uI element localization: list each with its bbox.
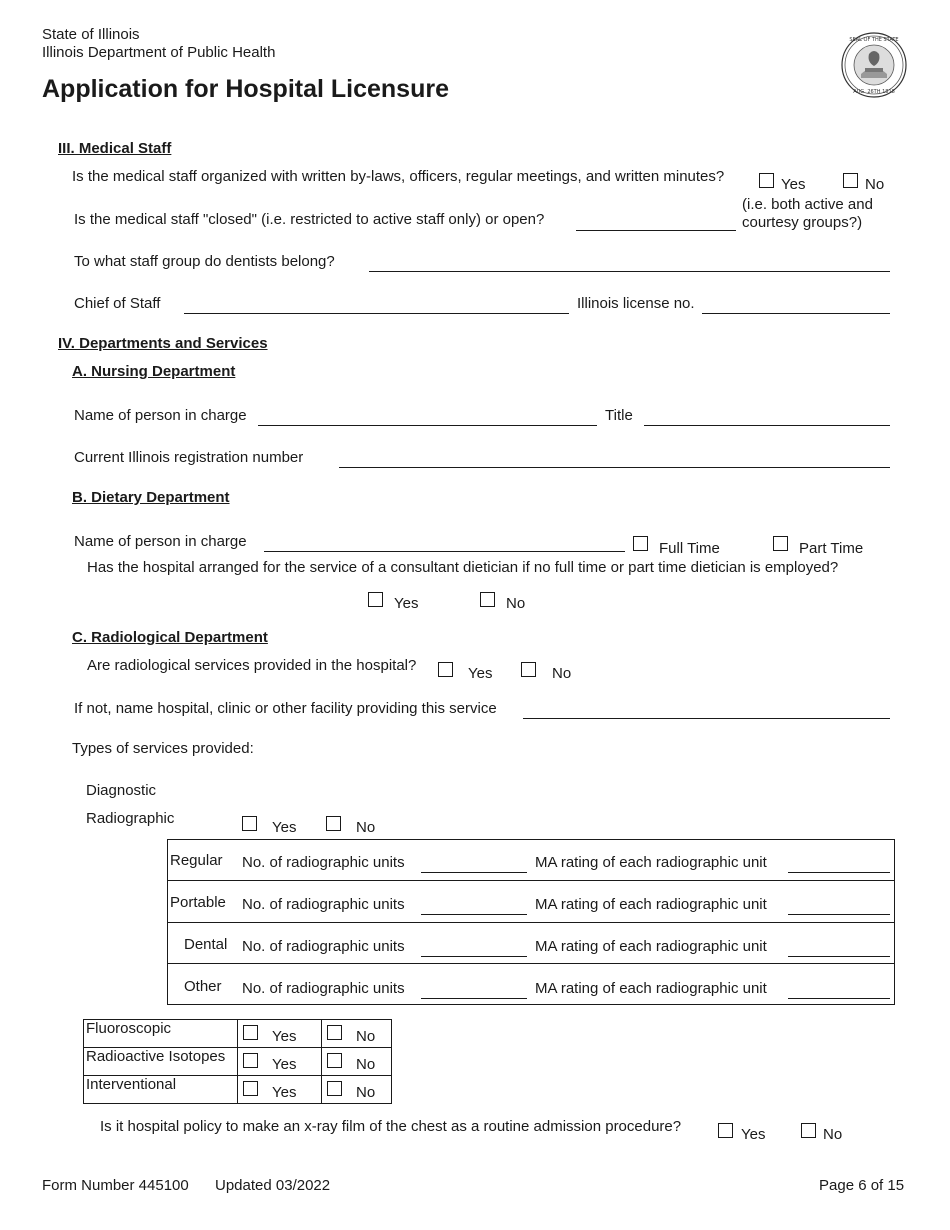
organized-no-checkbox[interactable] — [843, 173, 858, 188]
isotopes-no-checkbox[interactable] — [327, 1053, 342, 1068]
dietary-person-field[interactable] — [264, 551, 625, 552]
units-row-label: Other — [184, 978, 222, 995]
radiological-no-checkbox[interactable] — [521, 662, 536, 677]
organized-yes-label: Yes — [781, 176, 806, 193]
units-count-label: No. of radiographic units — [242, 980, 405, 997]
table-divider — [167, 880, 895, 881]
radiographic-no-label: No — [356, 819, 376, 836]
page-number: Page 6 of 15 — [819, 1177, 905, 1194]
isotopes-yes-checkbox[interactable] — [243, 1053, 258, 1068]
units-count-label: No. of radiographic units — [242, 854, 405, 871]
units-count-field[interactable] — [421, 914, 527, 915]
radiological-yes-label: Yes — [468, 665, 493, 682]
nursing-title-field[interactable] — [644, 425, 890, 426]
q-staff-closed: Is the medical staff "closed" (i.e. restricted to active staff only) or open? — [74, 211, 545, 228]
staff-closed-field[interactable] — [576, 230, 736, 231]
service-yes-label: Yes — [272, 1084, 297, 1101]
table-divider — [167, 963, 895, 964]
radiographic-yes-checkbox[interactable] — [242, 816, 257, 831]
q-radiological-provided: Are radiological services provided in the hospital? — [87, 657, 417, 674]
service-no-label: No — [356, 1056, 376, 1073]
header-department: Illinois Department of Public Health — [42, 44, 276, 61]
consultant-yes-checkbox[interactable] — [368, 592, 383, 607]
svg-text:AUG. 26TH 1818: AUG. 26TH 1818 — [853, 89, 895, 95]
consultant-yes-label: Yes — [394, 595, 419, 612]
part-time-label: Part Time — [799, 540, 864, 557]
radiographic-no-checkbox[interactable] — [326, 816, 341, 831]
nursing-registration-field[interactable] — [339, 467, 890, 468]
subsection-dietary: B. Dietary Department — [72, 489, 230, 506]
xray-no-checkbox[interactable] — [801, 1123, 816, 1138]
svg-text:SEAL OF THE STATE: SEAL OF THE STATE — [849, 37, 899, 43]
table-divider — [321, 1019, 322, 1104]
state-seal-icon — [841, 32, 907, 98]
fluoroscopic-yes-checkbox[interactable] — [243, 1025, 258, 1040]
subsection-radiological: C. Radiological Department — [72, 629, 268, 646]
dentists-field[interactable] — [369, 271, 890, 272]
closed-note: (i.e. both active and courtesy groups?) — [742, 196, 873, 231]
q-dentists: To what staff group do dentists belong? — [74, 253, 335, 270]
ma-rating-label: MA rating of each radiographic unit — [535, 980, 767, 997]
ma-rating-label: MA rating of each radiographic unit — [535, 896, 767, 913]
section-departments: IV. Departments and Services — [58, 335, 268, 352]
updated-date: Updated 03/2022 — [215, 1177, 331, 1194]
ma-rating-field[interactable] — [788, 872, 890, 873]
fluoroscopic-no-checkbox[interactable] — [327, 1025, 342, 1040]
chief-of-staff-label: Chief of Staff — [74, 295, 161, 312]
units-row-label: Portable — [170, 894, 226, 911]
ma-rating-field[interactable] — [788, 956, 890, 957]
ma-rating-label: MA rating of each radiographic unit — [535, 938, 767, 955]
license-label: Illinois license no. — [577, 295, 695, 312]
service-label: Radioactive Isotopes — [86, 1048, 226, 1065]
form-number: Form Number 445100 — [42, 1177, 189, 1194]
license-field[interactable] — [702, 313, 890, 314]
organized-yes-checkbox[interactable] — [759, 173, 774, 188]
full-time-label: Full Time — [659, 540, 720, 557]
units-count-field[interactable] — [421, 872, 527, 873]
full-time-checkbox[interactable] — [633, 536, 648, 551]
units-row-label: Dental — [184, 936, 228, 953]
nursing-registration-label: Current Illinois registration number — [74, 449, 304, 466]
service-no-label: No — [356, 1028, 376, 1045]
units-row-label: Regular — [170, 852, 223, 869]
ma-rating-field[interactable] — [788, 914, 890, 915]
nursing-person-field[interactable] — [258, 425, 597, 426]
units-count-label: No. of radiographic units — [242, 938, 405, 955]
types-of-services-label: Types of services provided: — [72, 740, 254, 757]
table-divider — [167, 922, 895, 923]
units-count-label: No. of radiographic units — [242, 896, 405, 913]
part-time-checkbox[interactable] — [773, 536, 788, 551]
dietary-person-label: Name of person in charge — [74, 533, 247, 550]
chief-of-staff-field[interactable] — [184, 313, 569, 314]
if-not-facility-label: If not, name hospital, clinic or other facility providing this service — [74, 700, 497, 717]
organized-no-label: No — [865, 176, 885, 193]
xray-no-label: No — [823, 1126, 843, 1143]
xray-yes-label: Yes — [741, 1126, 766, 1143]
ma-rating-field[interactable] — [788, 998, 890, 999]
nursing-title-label: Title — [605, 407, 633, 424]
page-title: Application for Hospital Licensure — [42, 75, 449, 103]
header-state: State of Illinois — [42, 26, 140, 43]
service-label: Interventional — [86, 1076, 177, 1093]
service-yes-label: Yes — [272, 1056, 297, 1073]
service-no-label: No — [356, 1084, 376, 1101]
units-count-field[interactable] — [421, 956, 527, 957]
xray-yes-checkbox[interactable] — [718, 1123, 733, 1138]
subsection-nursing: A. Nursing Department — [72, 363, 236, 380]
q-consultant-dietician: Has the hospital arranged for the service of a consultant dietician if no full time or part time dietician is employed? — [87, 559, 839, 576]
nursing-person-label: Name of person in charge — [74, 407, 247, 424]
q-staff-organized: Is the medical staff organized with written by-laws, officers, regular meetings, and written minutes? — [72, 168, 725, 185]
interventional-yes-checkbox[interactable] — [243, 1081, 258, 1096]
radiological-yes-checkbox[interactable] — [438, 662, 453, 677]
ma-rating-label: MA rating of each radiographic unit — [535, 854, 767, 871]
service-yes-label: Yes — [272, 1028, 297, 1045]
consultant-no-label: No — [506, 595, 526, 612]
radiographic-label: Radiographic — [86, 810, 175, 827]
interventional-no-checkbox[interactable] — [327, 1081, 342, 1096]
section-medical-staff: III. Medical Staff — [58, 140, 172, 157]
service-label: Fluoroscopic — [86, 1020, 172, 1037]
consultant-no-checkbox[interactable] — [480, 592, 495, 607]
diagnostic-label: Diagnostic — [86, 782, 157, 799]
table-divider — [237, 1019, 238, 1104]
q-chest-xray: Is it hospital policy to make an x-ray film of the chest as a routine admission procedure? — [100, 1118, 682, 1135]
radiographic-yes-label: Yes — [272, 819, 297, 836]
radiological-no-label: No — [552, 665, 572, 682]
units-count-field[interactable] — [421, 998, 527, 999]
facility-field[interactable] — [523, 718, 890, 719]
